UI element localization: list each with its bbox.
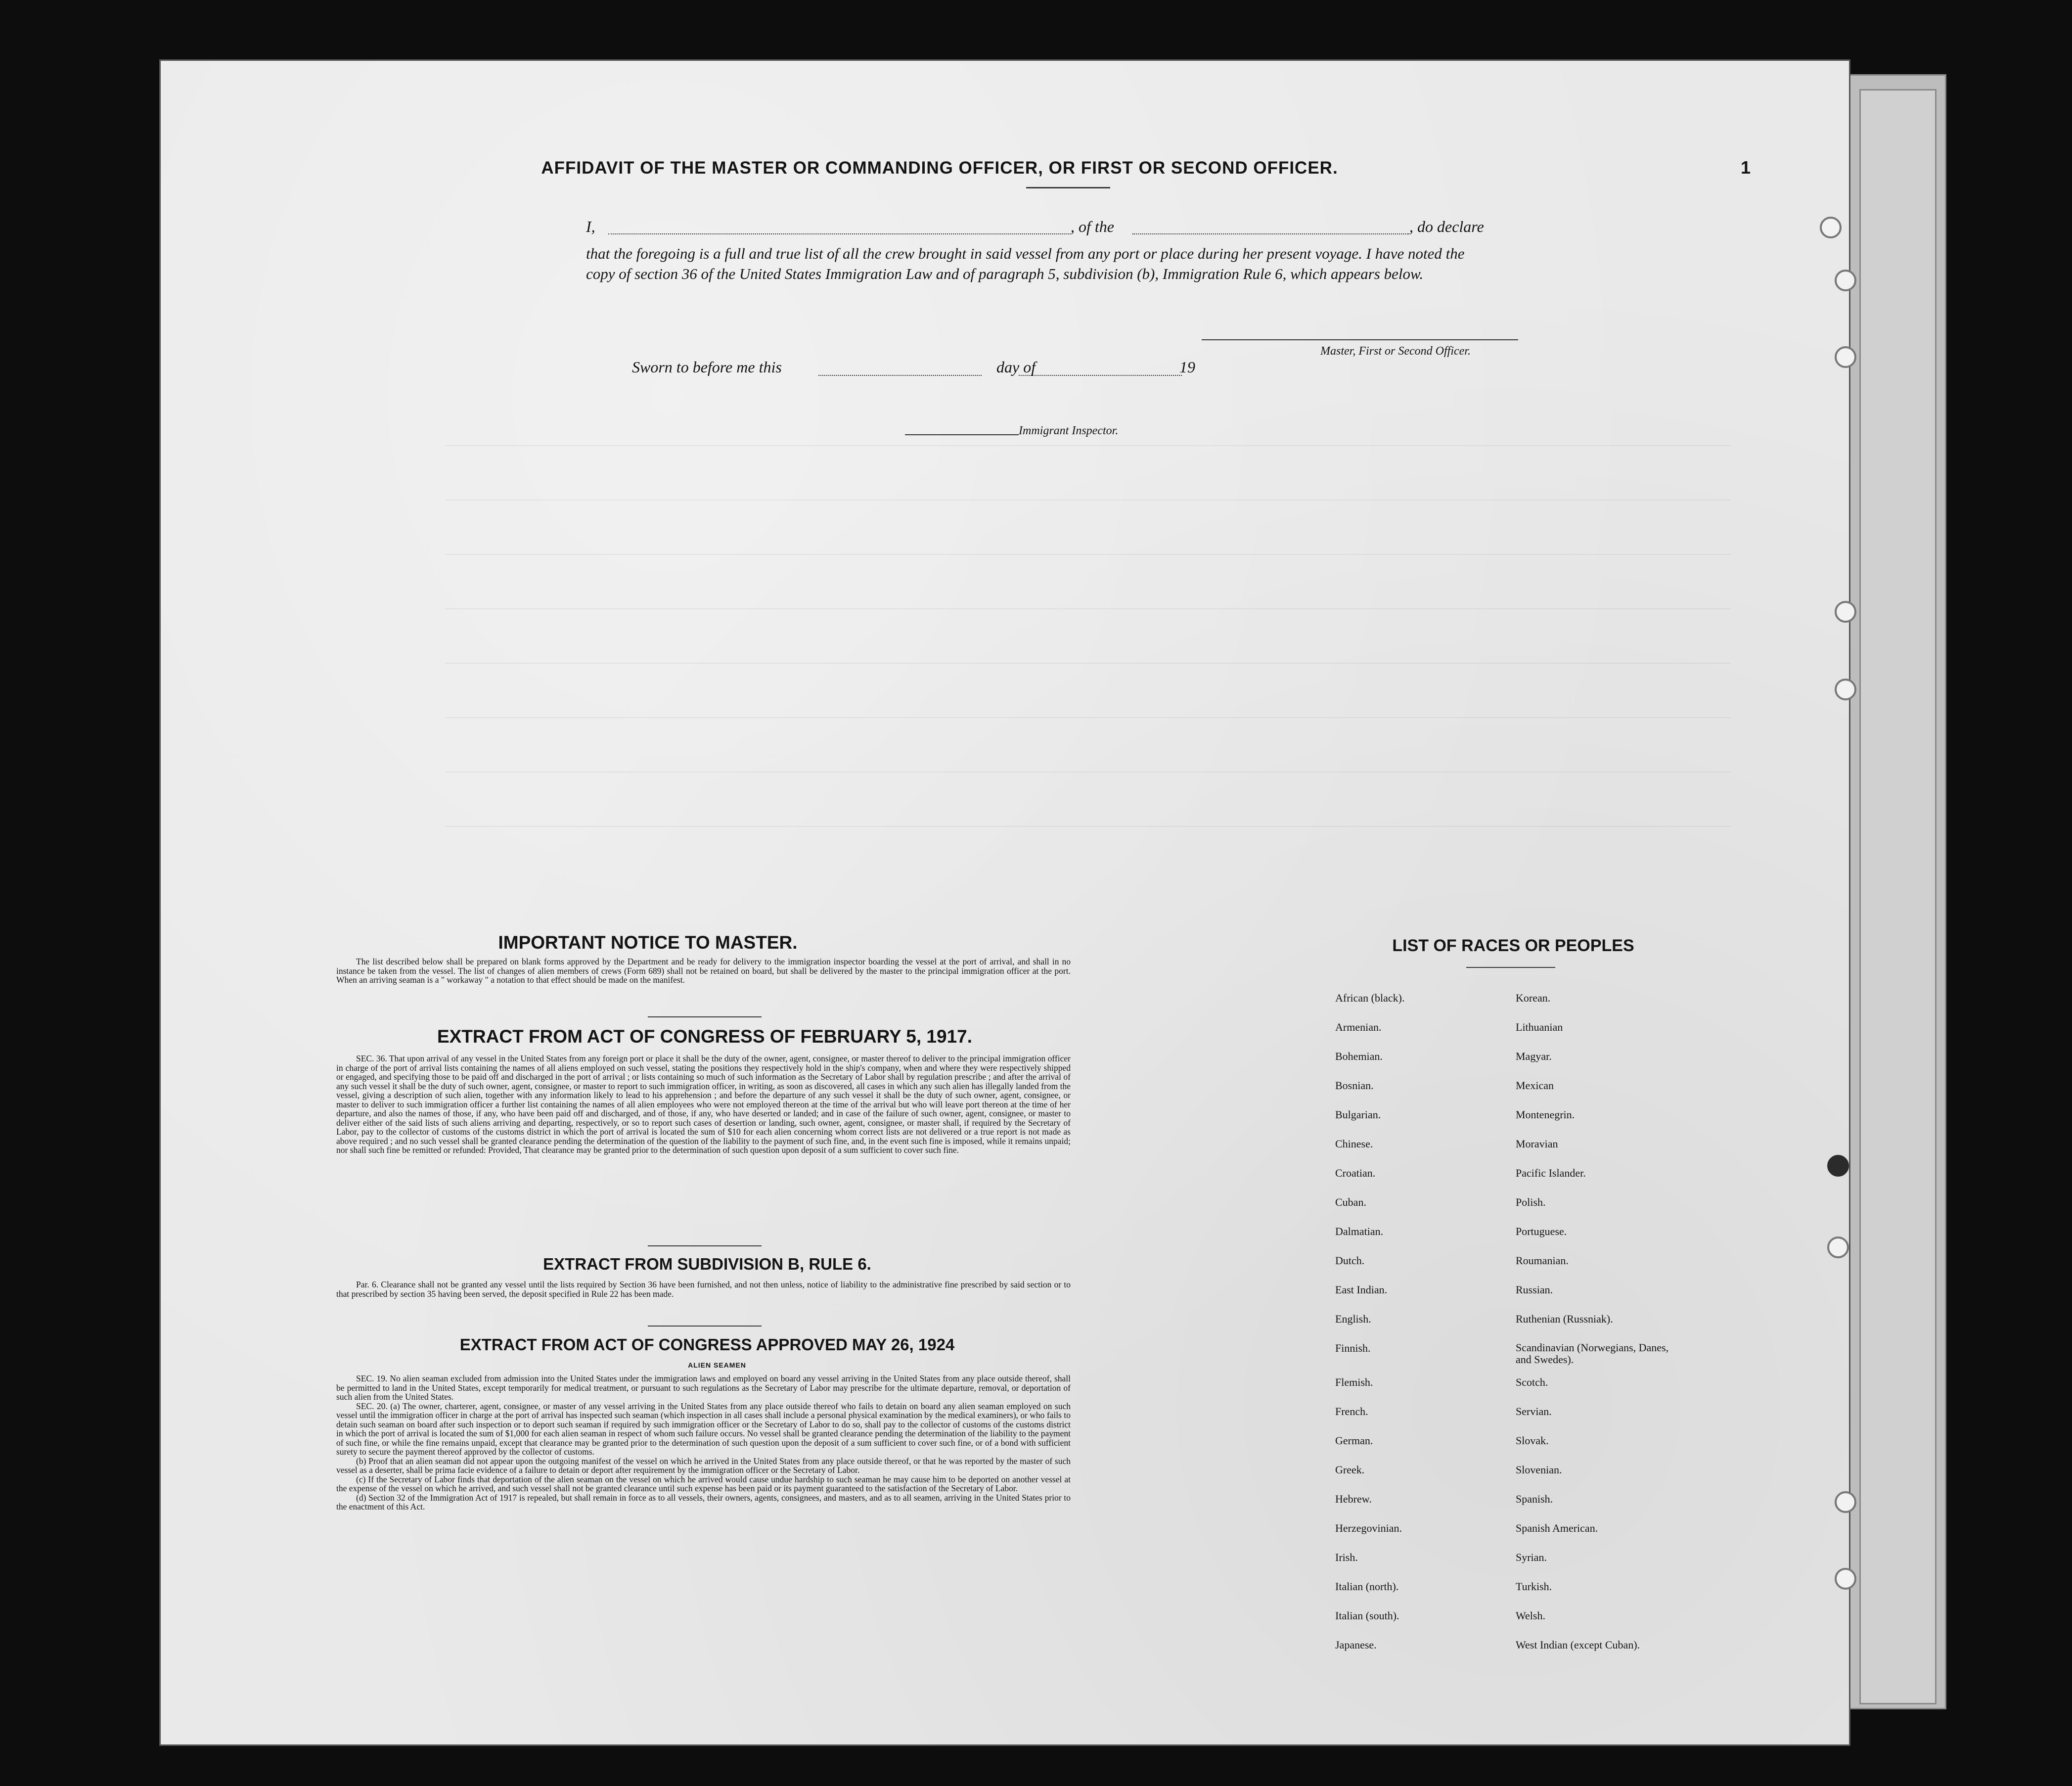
sec-20c-paragraph: (c) If the Secretary of Labor finds that deportation of the alien seaman on the vessel on which he arrived would cause undue hardship to such seaman he may cause him to be deported on another vessel at the expense of the vessel on which he arrived, and such vessel shall not be granted clearance until such expense has been paid or its payment guaranteed to the satisfaction of the Secretary of Labor. (336, 1474, 1071, 1493)
signature-caption: Master, First or Second Officer. (1320, 345, 1471, 358)
race-left-item: Armenian. (1335, 1021, 1382, 1033)
bleed-through-row (445, 826, 1731, 827)
race-left-item: Dutch. (1335, 1254, 1365, 1267)
notice-paragraph: The list described below shall be prepared on blank forms approved by the Department and be ready for delivery to the immigration inspector boarding the vessel at the port of arrival, and shall in no instance be taken from the vessel. The list of changes of alien members of crews (Form 689) shall not be retained on board, but shall be delivered by the master to the principal immigration officer at the port. When an arriving seaman is a " workaway " a notation to that effect should be made on the manifest. (336, 957, 1071, 985)
race-left-item: Flemish. (1335, 1376, 1373, 1388)
race-right-item: Portuguese. (1516, 1225, 1567, 1237)
extract-rule6-title: EXTRACT FROM SUBDIVISION B, RULE 6. (543, 1255, 871, 1273)
race-right-item: Scandinavian (Norwegians, Danes, and Swedes). (1516, 1341, 1669, 1366)
bleed-through-row (445, 772, 1731, 773)
binder-hole (1827, 1155, 1849, 1177)
binder-hole (1835, 346, 1856, 368)
race-right-item: Korean. (1516, 992, 1551, 1004)
race-right-item: Mexican (1516, 1079, 1554, 1092)
race-right-item: Magyar. (1516, 1050, 1552, 1062)
race-right-item: Spanish American. (1516, 1522, 1598, 1534)
title-rule (1026, 187, 1110, 188)
back-page (1859, 89, 1937, 1704)
affidavit-do-declare: , do declare (1409, 218, 1484, 235)
sec-19-paragraph: SEC. 19. No alien seaman excluded from admission into the United States under the immigration laws and employed on board any vessel arriving in the United States from any place outside thereof, shall be permitted to land in the United States, except temporarily for medical treatment, or pursuant to such regulations as the Secretary of Labor may prescribe for the ultimate departure, removal, or deportation of such alien from the United States. (336, 1374, 1071, 1402)
bleed-through-row (445, 445, 1731, 446)
section-rule (648, 1326, 762, 1327)
affidavit-i: I, (586, 218, 595, 235)
extract-1917-title: EXTRACT FROM ACT OF CONGRESS OF FEBRUARY 5, 1917. (437, 1026, 973, 1047)
extract-1917-text (336, 1054, 1071, 1155)
day-blank[interactable] (818, 374, 982, 376)
race-left-item: French. (1335, 1405, 1368, 1418)
race-left-item: Herzegovinian. (1335, 1522, 1402, 1534)
extract-1924-title: EXTRACT FROM ACT OF CONGRESS APPROVED MAY 26, 1924 (459, 1335, 955, 1354)
race-left-item: Dalmatian. (1335, 1225, 1384, 1237)
extract-rule6-text (336, 1280, 1071, 1298)
race-right-item: Spanish. (1516, 1493, 1553, 1505)
bleed-through-row (445, 500, 1731, 501)
bleed-through-row (445, 608, 1731, 609)
bleed-through-row (445, 554, 1731, 555)
race-left-item: Bulgarian. (1335, 1108, 1381, 1121)
race-left-item: Greek. (1335, 1464, 1365, 1476)
sec-20b-paragraph: (b) Proof that an alien seaman did not appear upon the outgoing manifest of the vessel on which he arrived in the United States from any place outside thereof, or that he was reported by the master of such vessel as a deserter, shall be prima facie evidence of a failure to detain or deport after requirement by the immigration officer or the Secretary of Labor. (336, 1456, 1071, 1475)
notice-text (336, 957, 1071, 985)
race-left-item: Finnish. (1335, 1342, 1371, 1354)
race-left-item: Irish. (1335, 1551, 1358, 1563)
section-rule (648, 1245, 762, 1246)
race-left-item: English. (1335, 1313, 1371, 1325)
race-left-item: Bohemian. (1335, 1050, 1383, 1062)
race-right-item: Russian. (1516, 1283, 1553, 1296)
race-left-item: Chinese. (1335, 1138, 1373, 1150)
affidavit-title: AFFIDAVIT OF THE MASTER OR COMMANDING OFFICER, OR FIRST OR SECOND OFFICER. (541, 158, 1338, 178)
notice-title: IMPORTANT NOTICE TO MASTER. (498, 932, 798, 953)
race-right-item: Slovak. (1516, 1434, 1549, 1447)
race-right-item: Ruthenian (Russniak). (1516, 1313, 1613, 1325)
day-of-text: day of (996, 358, 1036, 376)
race-right-item: Pacific Islander. (1516, 1167, 1586, 1179)
race-right-item: Polish. (1516, 1196, 1546, 1208)
declaration-text: that the foregoing is a full and true list of all the crew brought in said vessel from any port or place during her present voyage. I have noted the copy of section 36 of the United States Immigration Law and of paragraph 5, subdivision (b), Immigration Rule 6, which appears below. (586, 245, 1465, 282)
sec-36-paragraph: SEC. 36. That upon arrival of any vessel in the United States from any foreign port or place it shall be the duty of the owner, agent, consignee, or master thereof to deliver to the principal immigration officer in charge of the port of arrival lists containing the names of all aliens employed on such vessel, stating the positions they respectively hold in the ship's company, when and where they were respectively shipped or engaged, and specifying those to be paid off and discharged in the port of arrival ; or lists containing so much of such information as the Secretary of Labor shall by regulation prescribe ; and after the arrival of any such vessel it shall be the duty of such owner, agent, consignee, or master to report to such immigration officer, in writing, as soon as discovered, all cases in which any such alien has illegally landed from the vessel, giving a description of such alien, together with any information likely to lead to his apprehension ; and before the departure of any such vessel it shall be the duty of such owner, agent, consignee, or master to deliver to such immigration officer a further list containing the names of all alien employees who were not employed thereon at the time of the arrival but who will leave port thereon at the time of her departure, and also the names of those, if any, who have been paid off and discharged, and of those, if any, who have deserted or landed; and in case of the failure of such owner, agent, consignee, or master to deliver either of the said lists of such aliens arriving and departing, respectively, or so to report such cases of desertion or landing, such owner, agent, consignee, or master shall, if required by the Secretary of Labor, pay to the collector of customs of the customs district in which the port of arrival is located the sum of $10 for each alien concerning whom correct lists are not delivered or a true report is not made as above required ; and no such vessel shall be granted clearance pending the determination of the question of the liability to the payment of such fine, and, in the event such fine is imposed, while it remains unpaid; nor shall such fine be remitted or refunded: Provided, That clearance may be granted prior to the determination of such question upon deposit of a sum sufficient to cover such fine. (336, 1053, 1071, 1155)
par-6-paragraph: Par. 6. Clearance shall not be granted any vessel until the lists required by Section 36 have been furnished, and not then unless, notice of liability to the administrative fine prescribed by said section or to that prescribed by section 35 having been served, the deposit specified in Rule 22 has been made. (336, 1280, 1071, 1299)
sec-20d-paragraph: (d) Section 32 of the Immigration Act of 1917 is repealed, but shall remain in force as to all vessels, their owners, agents, consignees, and masters, and as to all seamen, arriving in the United States prior to the enactment of this Act. (336, 1492, 1071, 1511)
binder-hole (1835, 601, 1856, 623)
name-blank[interactable] (608, 232, 1071, 234)
signature-line[interactable] (1202, 338, 1518, 340)
race-right-item: Roumanian. (1516, 1254, 1569, 1267)
races-title-rule (1466, 967, 1555, 968)
race-right-item: Welsh. (1516, 1609, 1545, 1622)
race-left-item: Cuban. (1335, 1196, 1366, 1208)
binder-hole (1827, 1236, 1849, 1258)
month-blank[interactable] (1019, 374, 1182, 376)
race-right-item: West Indian (except Cuban). (1516, 1639, 1640, 1651)
year-prefix: 19 (1179, 358, 1195, 376)
binder-hole (1835, 1568, 1856, 1590)
race-left-item: African (black). (1335, 992, 1405, 1004)
affidavit-of-the: , of the (1071, 218, 1114, 235)
race-right-item: Montenegrin. (1516, 1108, 1575, 1121)
race-left-item: Bosnian. (1335, 1079, 1374, 1092)
extract-1924-text (336, 1374, 1071, 1511)
race-right-item: Turkish. (1516, 1580, 1552, 1593)
race-left-item: East Indian. (1335, 1283, 1388, 1296)
bleed-through-row (445, 717, 1731, 718)
binder-hole (1835, 270, 1856, 291)
bleed-through-row (445, 663, 1731, 664)
alien-seamen-subtitle: ALIEN SEAMEN (688, 1361, 746, 1369)
race-right-item: Syrian. (1516, 1551, 1547, 1563)
sworn-text: Sworn to before me this (632, 358, 782, 376)
race-left-item: Italian (north). (1335, 1580, 1399, 1593)
race-left-item: German. (1335, 1434, 1373, 1447)
race-left-item: Hebrew. (1335, 1493, 1372, 1505)
page-number: 1 (1741, 157, 1751, 178)
binder-hole (1835, 1491, 1856, 1513)
sec-20a-paragraph: SEC. 20. (a) The owner, charterer, agent, consignee, or master of any vessel arriving in the United States from any place outside thereof who fails to detain on board any alien seaman employed on such vessel until the immigration officer in charge at the port of arrival has inspected such seaman (which inspection in all cases shall include a personal physical examination by the medical examiners), or who fails to detain such seaman on board after such inspection or to deport such seaman if required by such immigration officer or the Secretary of Labor to do so, shall pay to the collector of customs of the customs district in which the port of arrival is located the sum of $1,000 for each alien seaman in respect of whom such failure occurs. No vessel shall be granted clearance pending the determination of the liability to the payment of such fine, or while the fine remains unpaid, except that clearance may be granted prior to the determination of such question upon the deposit of a sum sufficient to cover such fine, or of a bond with sufficient surety to secure the payment thereof approved by the collector of customs. (336, 1401, 1071, 1457)
race-right-item: Servian. (1516, 1405, 1552, 1418)
race-left-item: Italian (south). (1335, 1609, 1399, 1622)
binder-hole (1835, 679, 1856, 700)
race-left-item: Japanese. (1335, 1639, 1377, 1651)
race-right-item: Slovenian. (1516, 1464, 1562, 1476)
vessel-blank[interactable] (1132, 232, 1409, 234)
race-right-item: Moravian (1516, 1138, 1558, 1150)
inspector-caption: Immigrant Inspector. (1019, 424, 1119, 437)
races-list-title: LIST OF RACES OR PEOPLES (1392, 936, 1634, 955)
section-rule (648, 1016, 762, 1017)
binder-hole (1820, 217, 1842, 238)
race-left-item: Croatian. (1335, 1167, 1376, 1179)
race-right-item: Lithuanian (1516, 1021, 1563, 1033)
race-right-item: Scotch. (1516, 1376, 1548, 1388)
inspector-line[interactable] (905, 433, 1019, 435)
